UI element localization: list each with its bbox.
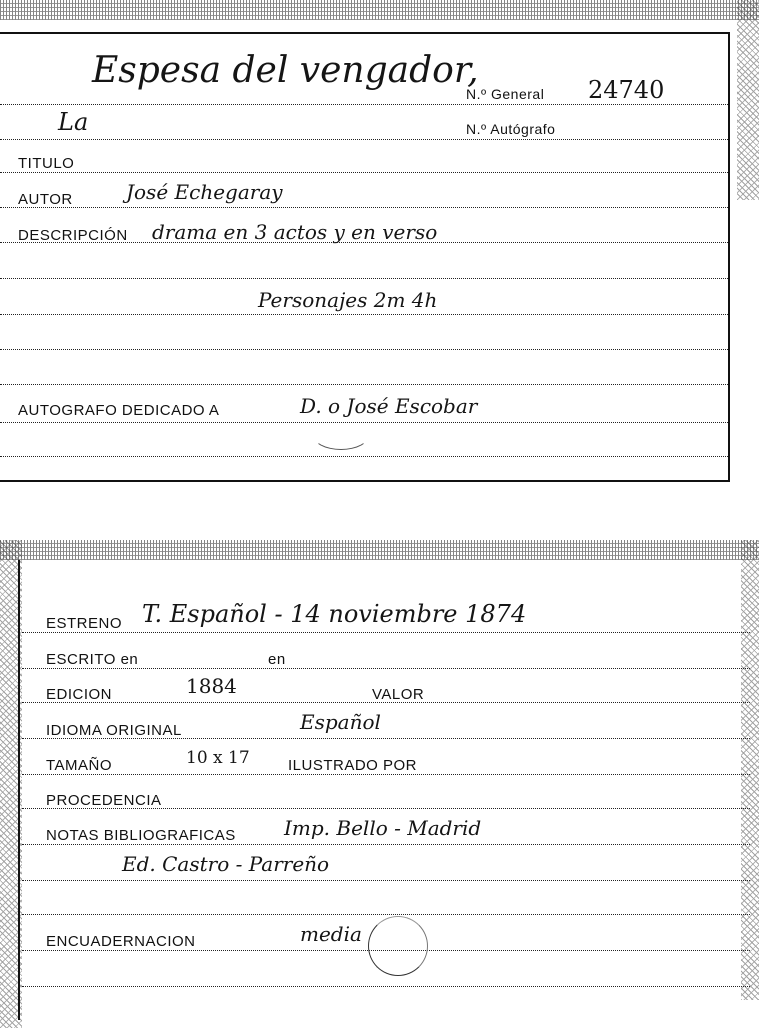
rule-line <box>22 632 750 633</box>
titulo-label: TITULO <box>18 155 75 172</box>
edicion-value: 1884 <box>186 674 237 698</box>
valor-label: VALOR <box>372 686 425 703</box>
catalog-card-bottom <box>0 540 759 1028</box>
ilustrado-label: ILUSTRADO POR <box>288 757 418 774</box>
dedicado-label: AUTOGRAFO DEDICADO A <box>18 402 220 419</box>
scan-noise-top <box>0 0 759 20</box>
encuadernacion-value: media <box>300 922 362 946</box>
encuadernacion-label: ENCUADERNACION <box>46 933 196 950</box>
rule-line <box>0 349 728 350</box>
personajes-value: Personajes 2m 4h <box>258 288 438 312</box>
escrito-en-label: en <box>268 651 286 668</box>
scan-noise-right <box>741 540 759 1000</box>
rule-line <box>0 207 728 208</box>
estreno-value: T. Español - 14 noviembre 1874 <box>142 600 527 628</box>
scan-noise-top <box>0 540 759 560</box>
rule-line <box>22 914 750 915</box>
rule-line <box>22 880 750 881</box>
ink-stamp-circle <box>368 916 428 976</box>
rule-line <box>22 986 750 987</box>
rule-line <box>0 172 728 173</box>
rule-line <box>0 139 728 140</box>
card-top-border <box>0 32 730 34</box>
edicion-label: EDICION <box>46 686 113 703</box>
autor-value: José Echegaray <box>126 180 283 204</box>
estreno-label: ESTRENO <box>46 615 123 632</box>
scan-noise-right <box>737 0 759 200</box>
rule-line <box>0 104 728 105</box>
escrito-label: ESCRITO en <box>46 651 139 668</box>
dedicado-value: D. o José Escobar <box>300 394 478 418</box>
descripcion-value: drama en 3 actos y en verso <box>152 220 438 244</box>
idioma-value: Español <box>300 710 381 734</box>
rule-line <box>22 774 750 775</box>
card-bottom-border <box>0 480 730 482</box>
tamano-label: TAMAÑO <box>46 757 113 774</box>
general-number-label: N.º General <box>466 86 545 102</box>
idioma-label: IDIOMA ORIGINAL <box>46 722 182 739</box>
notas-value: Imp. Bello - Madrid <box>284 816 482 840</box>
catalog-card-top <box>0 0 759 492</box>
rule-line <box>0 278 728 279</box>
rule-line <box>22 844 750 845</box>
card-right-border <box>728 32 730 480</box>
rule-line <box>0 384 728 385</box>
general-number-value: 24740 <box>588 76 665 104</box>
title-handwritten: Espesa del vengador, <box>92 50 479 91</box>
ink-blot-mark <box>312 418 370 450</box>
rule-line <box>22 668 750 669</box>
card-left-border <box>18 560 20 1020</box>
descripcion-label: DESCRIPCIÓN <box>18 227 128 244</box>
autor-label: AUTOR <box>18 191 73 208</box>
rule-line <box>0 456 728 457</box>
rule-line <box>0 422 728 423</box>
notas-label: NOTAS BIBLIOGRAFICAS <box>46 827 236 844</box>
tamano-value: 10 x 17 <box>186 748 250 768</box>
autografo-number-label: N.º Autógrafo <box>466 121 556 137</box>
rule-line <box>0 314 728 315</box>
procedencia-label: PROCEDENCIA <box>46 792 162 809</box>
title-article-handwritten: La <box>58 108 89 136</box>
notas-value-line2: Ed. Castro - Parreño <box>122 852 330 876</box>
